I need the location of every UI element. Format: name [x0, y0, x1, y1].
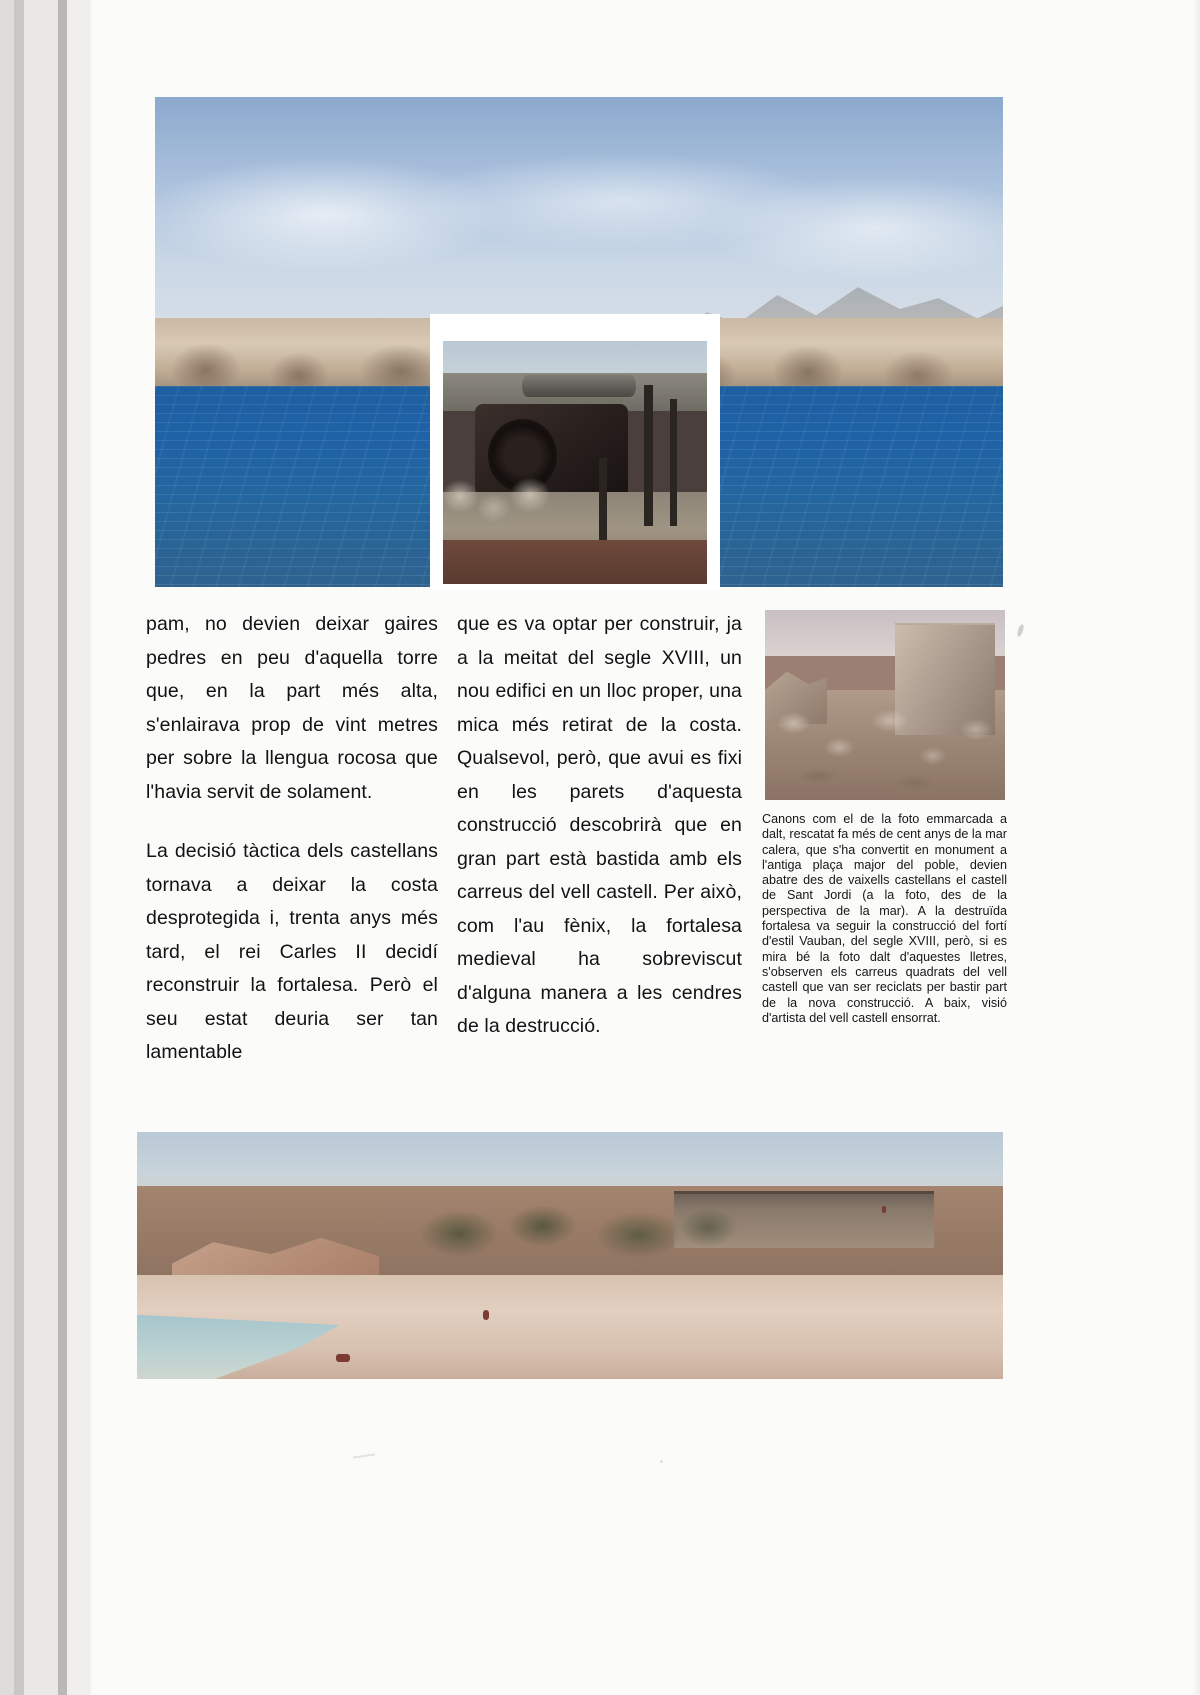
cannon-photo-post-2	[670, 399, 677, 525]
photo-caption: Canons com el de la foto emmarcada a dalt, rescatat fa més de cent anys de la mar calera, que s'ha convertit en monument a l'antiga plaça major del poble, devien abatre des de vaixells castellans el castell de Sant Jordi (a la foto, des de la perspectiva de la mar). A la destruïda fortalesa va seguir la construcció del fortí d'estil Vauban, del segle XVIII, però, si es mira bé la foto dalt d'aquestes lletres, s'observen els carreus quadrats del vell castell que van ser reciclats per bastir part de la nova construcció. A baix, visió d'artista del vell castell ensorrat.	[762, 812, 1007, 1025]
bottom-photo-figure-3	[882, 1206, 886, 1213]
paragraph: pam, no devien deixar gaires pedres en peu d'aquella torre que, en la part més alta, s'enlairava prop de vint metres per sobre la llengua rocosa que l'havia servit de solament.	[146, 613, 438, 803]
photo-clouds	[155, 146, 1003, 283]
bottom-photo-vegetation	[397, 1189, 743, 1263]
beach-and-fort-photo	[137, 1132, 1003, 1379]
ruins-stone-texture	[765, 690, 1005, 800]
page-edge-shadow	[1192, 0, 1200, 1695]
body-text-column-left	[146, 608, 438, 1070]
scan-edge-band-1	[0, 0, 14, 1695]
cannon-barrel	[522, 375, 636, 397]
cannon-photo-post-1	[644, 385, 653, 526]
body-text-column-right	[457, 608, 742, 1044]
bottom-photo-figure-1	[483, 1310, 489, 1320]
scan-edge-band-2	[14, 0, 24, 1695]
cannon-photo-stones	[443, 475, 564, 528]
cannon-photo-terrace	[443, 540, 707, 584]
cannon-photo-post-3	[599, 458, 607, 541]
scan-artifact-dot	[660, 1460, 663, 1463]
scan-binding-shadow	[58, 0, 67, 1695]
cannon-monument-photo	[443, 341, 707, 584]
castle-ruins-photo	[765, 610, 1005, 800]
scan-edge-band-3	[24, 0, 58, 1695]
paragraph: que es va optar per construir, ja a la meitat del segle XVIII, un nou edifici en un lloc proper, una mica més retirat de la costa. Qualsevol, però, que avui es fixi en les parets d'aquesta construcció descobrirà que en gran part està bastida amb els carreus del vell castell. Per això, com l'au fènix, la fortalesa medieval ha sobreviscut d'alguna manera a les cendres de la destrucció.	[457, 613, 742, 1037]
scan-edge-band-4	[67, 0, 89, 1695]
bottom-photo-figure-2	[336, 1354, 350, 1362]
paragraph: La decisió tàctica dels castellans tornava a deixar la costa desprotegida i, trenta anys més tard, el rei Carles II decidí reconstruir la fortalesa. Però el seu estat deuria ser tan lamentable	[146, 840, 438, 1063]
